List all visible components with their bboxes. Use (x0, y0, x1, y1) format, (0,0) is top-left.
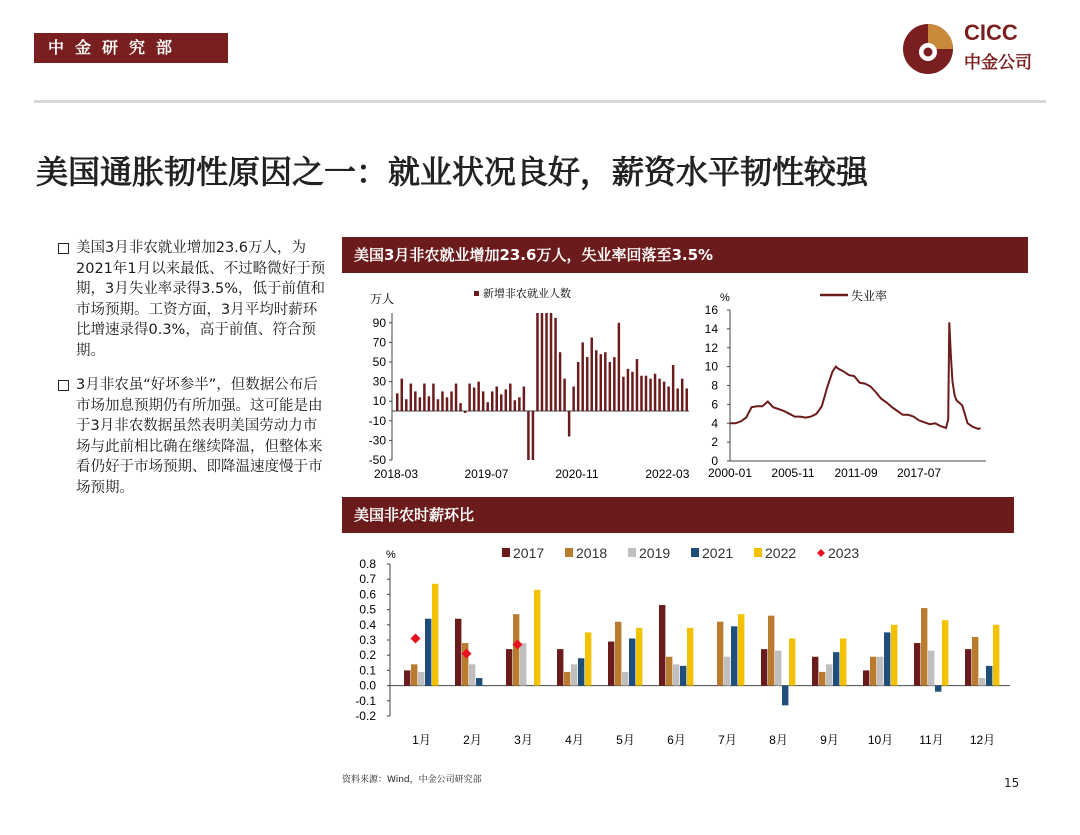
bullet-text: 美国3月非农就业增加23.6万人，为2021年1月以来最低、不过略微好于预期，3月失业率录得3.5%，低于前值和市场预期。工资方面，3月平均时薪环比增速录得0.3%，高于前值、符合预期。 (76, 240, 326, 359)
payroll-bar (568, 411, 570, 436)
chart3-legend-swatch (754, 548, 762, 557)
chart3-legend-swatch (565, 548, 573, 557)
chart1-legend-label: 新增非农就业人数 (483, 288, 571, 300)
wage-bar-2021 (833, 652, 839, 685)
wage-bar-2018 (666, 657, 672, 686)
payroll-bar (640, 376, 642, 411)
source-note: 资料来源：Wind，中金公司研究部 (342, 775, 482, 785)
payroll-bar (441, 391, 443, 411)
wage-bar-2019 (928, 651, 934, 686)
page-number: 15 (1004, 776, 1020, 790)
payroll-bar (486, 402, 488, 411)
chart3-x-tick-label: 9月 (820, 733, 839, 747)
wage-bar-2018 (411, 664, 417, 685)
chart3-legend-label: 2023 (828, 545, 860, 561)
payroll-bar (595, 350, 597, 411)
chart1-y-tick-label: 90 (372, 315, 386, 330)
chart2-y-tick-label: 4 (711, 416, 718, 431)
payroll-bar (496, 387, 498, 412)
header-divider (34, 100, 1046, 103)
payroll-bar (446, 397, 448, 411)
chart3-y-tick-label: 0.7 (359, 572, 376, 587)
wage-bar-2019 (673, 664, 679, 685)
wage-bar-2017 (761, 649, 767, 685)
payroll-bar (482, 391, 484, 411)
chart3-legend-label: 2022 (765, 545, 797, 561)
payroll-bar (527, 411, 529, 460)
bullet-square-icon (58, 243, 69, 254)
wage-bar-2018 (564, 672, 570, 686)
wage-bar-2017 (404, 670, 410, 685)
chart1-y-tick-label: 30 (372, 374, 386, 389)
payroll-bar (622, 377, 624, 411)
chart1-unit-label: 万人 (370, 292, 395, 306)
wage-bar-2019 (826, 664, 832, 685)
wage-bar-2021 (884, 632, 890, 685)
wage-bar-2017 (914, 643, 920, 686)
payroll-bar (658, 379, 660, 411)
logo-text-en: CICC (964, 20, 1018, 45)
wage-bar-2017 (506, 649, 512, 685)
wage-bar-2019 (469, 664, 475, 685)
wage-bar-2022 (432, 584, 438, 686)
unemployment-line-chart (702, 285, 1028, 485)
wage-bar-2019 (775, 651, 781, 686)
chart3-y-tick-label: 0.4 (359, 617, 376, 632)
chart3-y-tick-label: -0.2 (355, 709, 376, 723)
wage-bar-2022 (585, 632, 591, 685)
wage-bar-2017 (812, 657, 818, 686)
wage-bar-2022 (942, 620, 948, 685)
wage-bar-2018 (972, 637, 978, 686)
wage-bar-2022 (738, 614, 744, 685)
cicc-logo (902, 20, 1052, 76)
chart3-x-tick-label: 3月 (514, 733, 533, 747)
payroll-bar (536, 313, 538, 411)
chart2-x-tick-label: 2011-09 (834, 466, 878, 480)
chart1-y-tick-label: -30 (368, 433, 386, 448)
payroll-bar (500, 394, 502, 411)
payrolls-bar-chart (352, 285, 697, 485)
payroll-bar (405, 399, 407, 411)
wage-bar-2021 (629, 638, 635, 685)
chart3-legend-label: 2019 (639, 545, 671, 561)
payroll-bar (636, 359, 638, 411)
payroll-bar (419, 397, 421, 411)
payroll-bar (581, 342, 583, 411)
chart3-x-tick-label: 6月 (667, 733, 686, 747)
payroll-bar (450, 391, 452, 411)
payroll-bar (600, 354, 602, 411)
chart3-y-tick-label: -0.1 (355, 693, 376, 708)
chart3-legend-marker (817, 549, 825, 557)
payroll-bar (572, 387, 574, 412)
wage-bar-2022 (891, 625, 897, 686)
bullet-square-icon (58, 380, 69, 391)
payroll-bar (563, 379, 565, 411)
payroll-bar (627, 369, 629, 411)
chart3-legend-label: 2021 (702, 545, 734, 561)
wage-mom-bar-chart (342, 540, 1022, 760)
payroll-bar (676, 388, 678, 411)
bullet-item (58, 238, 328, 361)
chart2-y-tick-label: 10 (704, 359, 718, 374)
bullet-text: 3月非农虽“好坏参半”，但数据公布后市场加息预期仍有所加强。这可能是由于3月非农数据虽然表明美国劳动力市场与此前相比确在继续降温，但整体来看仍好于市场预期、即降温速度慢于市场预期。 (76, 377, 323, 496)
payroll-bar (505, 389, 507, 411)
chart1-y-tick-label: -50 (368, 453, 386, 467)
payroll-bar (518, 397, 520, 411)
chart2-y-tick-label: 0 (711, 454, 718, 468)
payroll-bar (554, 318, 556, 411)
chart3-y-tick-label: 0.5 (359, 602, 376, 617)
wage-bar-2017 (965, 649, 971, 685)
logo-text-cn: 中金公司 (964, 53, 1032, 73)
wage-bar-2018 (870, 657, 876, 686)
payroll-bar (545, 313, 547, 411)
payroll-bar (645, 376, 647, 411)
chart3-y-tick-label: 0.2 (359, 648, 376, 663)
chart1-legend-swatch (474, 291, 479, 296)
payroll-bar (455, 384, 457, 411)
unemployment-series-line (730, 322, 981, 429)
wage-bar-2018 (462, 643, 468, 686)
chart3-legend-swatch (691, 548, 699, 557)
chart1-y-tick-label: 50 (372, 355, 386, 369)
chart1-x-tick-label: 2022-03 (645, 467, 690, 481)
chart3-x-tick-label: 11月 (919, 733, 944, 747)
payroll-bar (401, 379, 403, 411)
wage-bar-2019 (979, 678, 985, 686)
payroll-bar (532, 411, 534, 460)
payroll-bar (396, 393, 398, 411)
chart2-unit-label: % (720, 292, 730, 304)
page-title: 美国通胀韧性原因之一：就业状况良好，薪资水平韧性较强 (36, 153, 869, 191)
payroll-bar (509, 384, 511, 411)
chart3-x-tick-label: 2月 (463, 733, 482, 747)
cicc-logo-mark (902, 20, 958, 76)
chart2-y-tick-label: 2 (711, 435, 718, 450)
wage-bar-2018 (717, 622, 723, 686)
chart1-x-tick-label: 2019-07 (464, 467, 509, 481)
wage-bar-2022 (534, 590, 540, 686)
section-label: 中金研究部 (34, 33, 228, 63)
wage-bar-2021 (680, 666, 686, 686)
payroll-bar (631, 372, 633, 411)
payroll-bar (491, 391, 493, 411)
wage-bar-2022 (840, 638, 846, 685)
payroll-bar (654, 374, 656, 411)
payroll-bar (604, 352, 606, 411)
chart1-y-tick-label: 10 (372, 394, 386, 409)
payroll-bar (590, 338, 592, 412)
chart3-legend-label: 2018 (576, 545, 608, 561)
chart2-y-tick-label: 16 (704, 303, 718, 317)
wage-bar-2019 (622, 672, 628, 686)
chart1-x-tick-label: 2018-03 (373, 467, 419, 481)
chart3-y-tick-label: 0.1 (359, 663, 376, 678)
payroll-bar (649, 379, 651, 411)
payroll-bar (473, 387, 475, 411)
wage-bar-2017 (863, 670, 869, 685)
wage-bar-2022 (993, 625, 999, 686)
payroll-bar (609, 362, 611, 411)
chart3-legend-label: 2017 (513, 545, 545, 561)
payroll-bar (613, 357, 615, 411)
chart1-y-tick-label: 70 (372, 335, 386, 350)
chart3-legend-swatch (502, 548, 510, 557)
panel1-title: 美国3月非农就业增加23.6万人，失业率回落至3.5% (342, 237, 1028, 273)
chart2-y-tick-label: 6 (711, 397, 718, 412)
wage-bar-2017 (455, 619, 461, 686)
wage-bar-2019 (520, 643, 526, 686)
payroll-bar (663, 382, 665, 411)
chart3-y-tick-label: 0.6 (359, 587, 376, 602)
chart3-unit-label: % (386, 549, 396, 561)
payroll-bar (464, 411, 466, 413)
chart3-y-tick-label: 0.8 (359, 557, 376, 571)
payroll-bar (685, 388, 687, 411)
wage-bar-2018 (921, 608, 927, 686)
wage-bar-2021 (935, 686, 941, 692)
chart2-legend-label: 失业率 (851, 289, 888, 303)
wage-bar-2022 (687, 628, 693, 686)
chart3-x-tick-label: 1月 (412, 733, 431, 747)
wage-bar-2018 (768, 616, 774, 686)
chart3-y-tick-label: 0.0 (359, 678, 376, 693)
payroll-bar (586, 357, 588, 411)
wage-bar-2019 (877, 657, 883, 686)
payroll-bar (468, 384, 470, 411)
chart1-y-tick-label: -10 (368, 413, 386, 428)
payroll-bar (437, 399, 439, 411)
payroll-bar (672, 365, 674, 411)
payroll-bar (410, 384, 412, 411)
wage-bar-2019 (418, 672, 424, 686)
payroll-bar (681, 379, 683, 411)
chart1-x-tick-label: 2020-11 (555, 467, 599, 481)
chart3-x-tick-label: 4月 (565, 733, 584, 747)
wage-bar-2022 (789, 638, 795, 685)
wage-bar-2018 (513, 614, 519, 685)
payroll-bar (414, 391, 416, 411)
payroll-bar (550, 313, 552, 411)
wage-bar-2017 (659, 605, 665, 686)
wage-bar-2021 (782, 686, 788, 706)
payroll-bar (618, 323, 620, 411)
payroll-bar (428, 396, 430, 411)
chart2-x-tick-label: 2000-01 (707, 466, 753, 480)
wage-bar-2021 (425, 619, 431, 686)
payroll-bar (423, 384, 425, 411)
chart3-y-tick-label: 0.3 (359, 633, 376, 647)
wage-bar-2017 (608, 642, 614, 686)
chart3-x-tick-label: 8月 (769, 733, 788, 747)
payroll-bar (541, 313, 543, 411)
chart2-y-tick-label: 12 (704, 340, 718, 355)
wage-bar-2021 (731, 626, 737, 685)
chart3-x-tick-label: 5月 (616, 733, 635, 747)
chart2-x-tick-label: 2017-07 (897, 466, 942, 480)
panel2-title: 美国非农时薪环比 (342, 497, 1014, 533)
wage-marker-2023 (411, 633, 421, 643)
wage-bar-2017 (557, 649, 563, 685)
chart2-y-tick-label: 8 (711, 378, 718, 393)
payroll-bar (577, 362, 579, 411)
payroll-bar (523, 387, 525, 412)
chart2-y-tick-label: 14 (704, 321, 718, 336)
wage-bar-2019 (724, 657, 730, 686)
bullet-list (58, 238, 328, 512)
payroll-bar (559, 352, 561, 411)
chart2-x-tick-label: 2005-11 (771, 466, 815, 480)
wage-bar-2022 (636, 628, 642, 686)
wage-bar-2018 (819, 672, 825, 686)
wage-bar-2019 (571, 664, 577, 685)
payroll-bar (477, 382, 479, 411)
bullet-item (58, 375, 328, 498)
chart3-x-tick-label: 7月 (718, 733, 737, 747)
wage-bar-2018 (615, 622, 621, 686)
chart3-x-tick-label: 10月 (867, 733, 894, 747)
wage-bar-2021 (986, 666, 992, 686)
payroll-bar (514, 400, 516, 411)
payroll-bar (459, 403, 461, 411)
payroll-bar (432, 384, 434, 411)
wage-bar-2021 (578, 658, 584, 685)
payroll-bar (667, 387, 669, 412)
chart3-x-tick-label: 12月 (969, 733, 996, 747)
chart3-legend-swatch (628, 548, 636, 557)
wage-bar-2021 (476, 678, 482, 686)
